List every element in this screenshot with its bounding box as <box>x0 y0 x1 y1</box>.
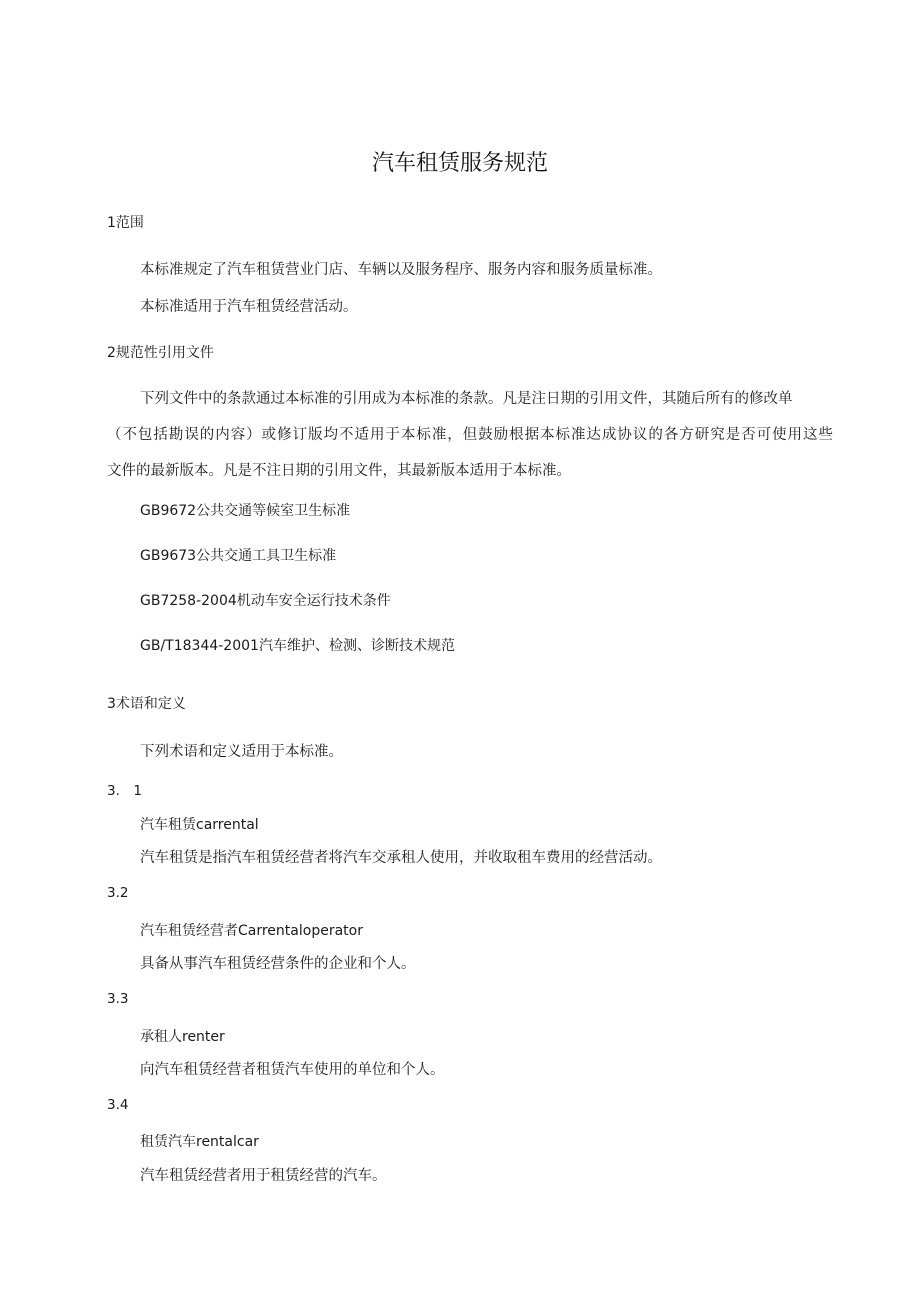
reference-item: GB7258-2004机动车安全运行技术条件 <box>140 593 391 609</box>
section-heading-terms: 3术语和定义 <box>107 696 186 712</box>
page-title: 汽车租赁服务规范 <box>371 151 548 176</box>
term-definition: 汽车租赁是指汽车租赁经营者将汽车交承租人使用，并收取租车费用的经营活动。 <box>140 850 662 866</box>
paragraph: 本标准规定了汽车租赁营业门店、车辆以及服务程序、服务内容和服务质量标准。 <box>140 262 662 278</box>
reference-item: GB9672公共交通等候室卫生标准 <box>140 503 351 519</box>
reference-item: GB9673公共交通工具卫生标准 <box>140 548 337 564</box>
section-heading-scope: 1范围 <box>107 215 144 231</box>
term-name: 汽车租赁carrental <box>140 817 259 833</box>
paragraph: 下列术语和定义适用于本标准。 <box>140 744 343 760</box>
term-number: 3.4 <box>107 1097 129 1113</box>
term-definition: 汽车租赁经营者用于租赁经营的汽车。 <box>140 1168 387 1184</box>
section-heading-references: 2规范性引用文件 <box>107 345 214 361</box>
term-number: 3.3 <box>107 991 129 1007</box>
paragraph: 本标准适用于汽车租赁经营活动。 <box>140 299 358 315</box>
term-name: 汽车租赁经营者Carrentaloperator <box>140 923 363 939</box>
term-definition: 具备从事汽车租赁经营条件的企业和个人。 <box>140 956 416 972</box>
term-definition: 向汽车租赁经营者租赁汽车使用的单位和个人。 <box>140 1062 445 1078</box>
term-name: 承租人renter <box>140 1029 225 1045</box>
term-number: 3. 1 <box>107 783 142 799</box>
paragraph-line: 文件的最新版本。凡是不注日期的引用文件，其最新版本适用于本标准。 <box>107 463 571 479</box>
reference-item: GB/T18344-2001汽车维护、检测、诊断技术规范 <box>140 638 455 654</box>
term-name: 租赁汽车rentalcar <box>140 1134 259 1150</box>
term-number: 3.2 <box>107 885 129 901</box>
paragraph-line: （不包括勘误的内容）或修订版均不适用于本标准，但鼓励根据本标准达成协议的各方研究是否可使用这些 <box>107 427 833 443</box>
paragraph-line: 下列文件中的条款通过本标准的引用成为本标准的条款。凡是注日期的引用文件，其随后所有的修改单 <box>140 391 793 407</box>
